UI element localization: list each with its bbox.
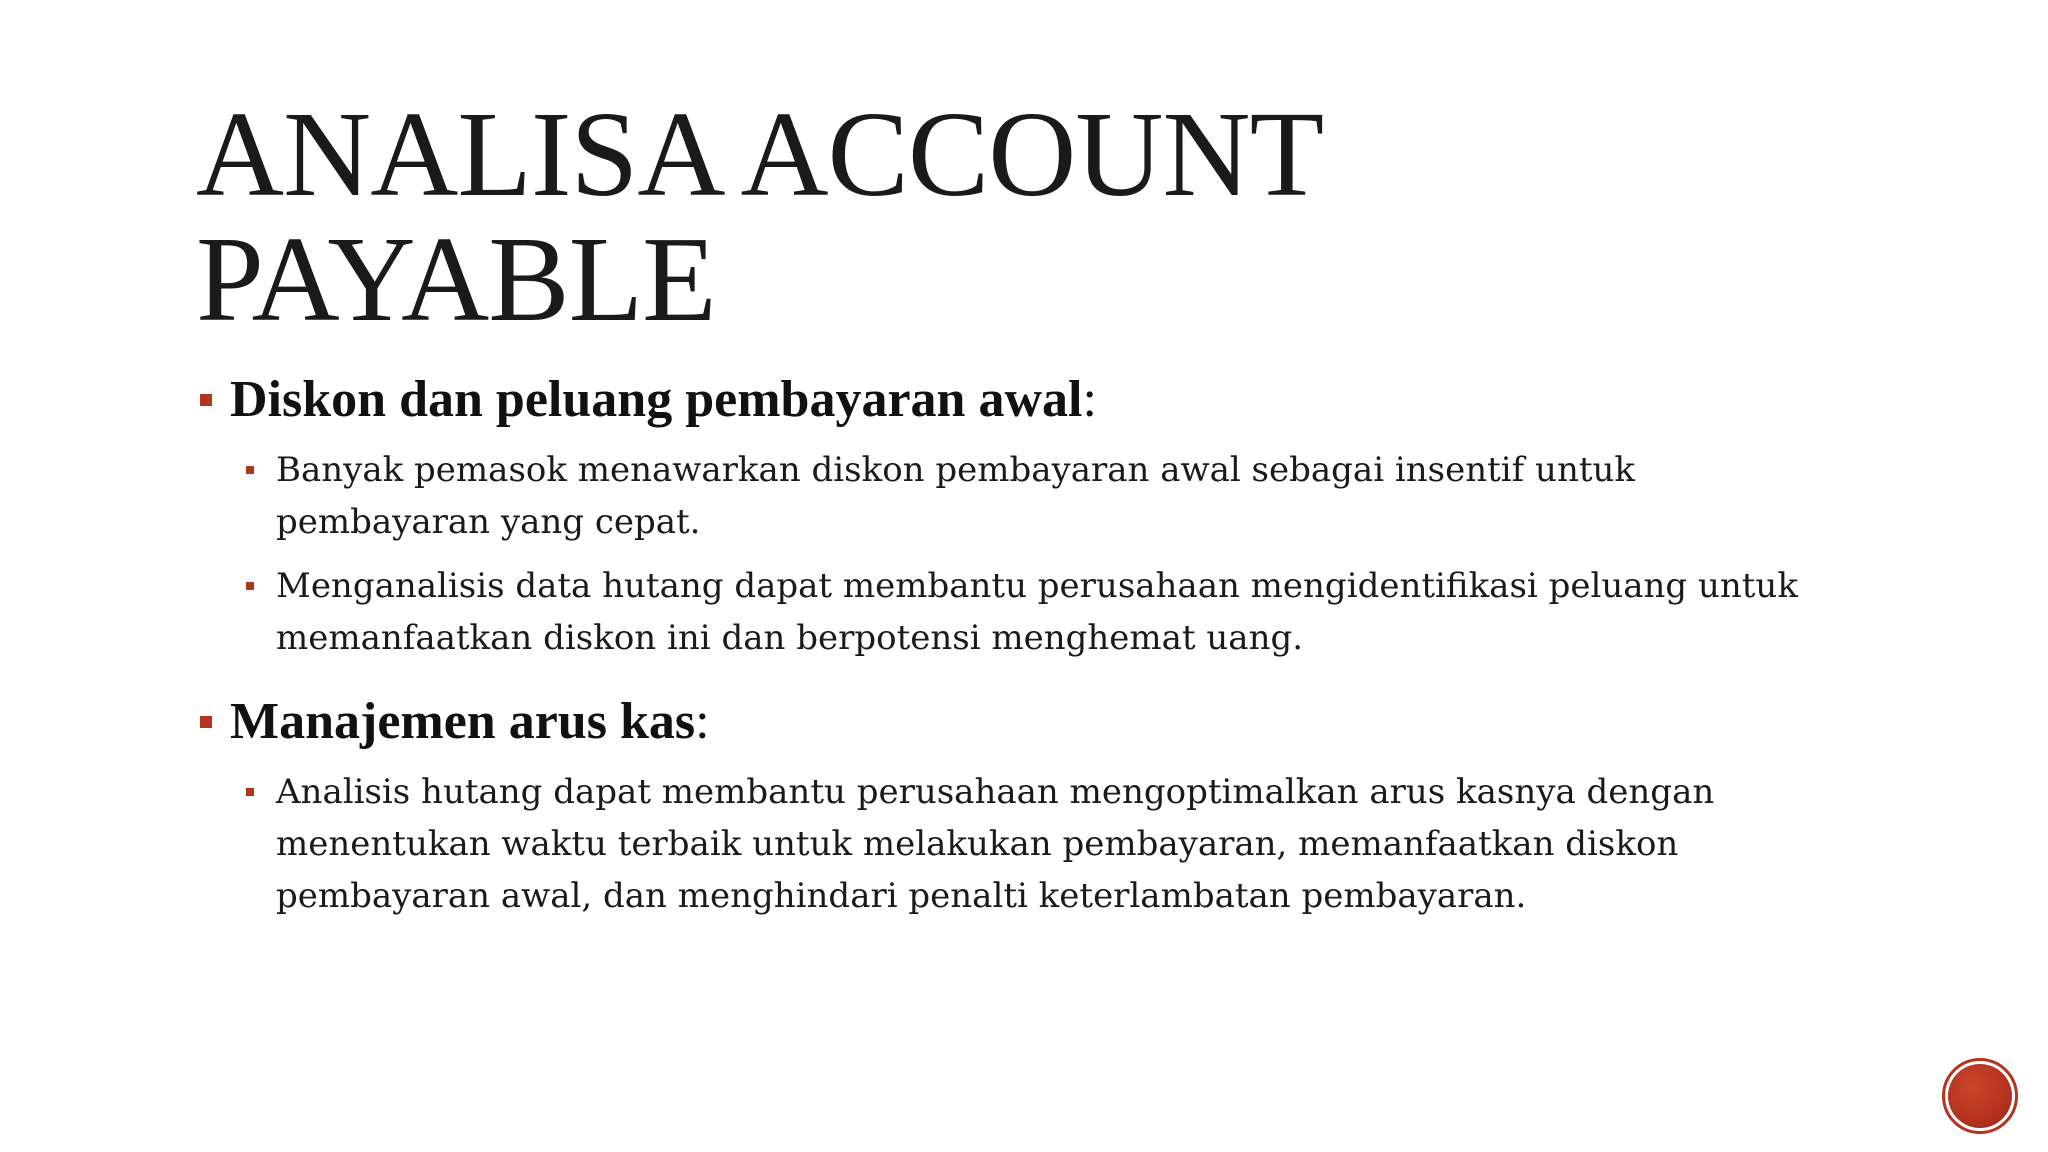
section-heading [200, 690, 1840, 754]
square-bullet-icon [200, 394, 212, 406]
section-heading-text: Manajemen arus kas [230, 693, 696, 750]
section-arus-kas [200, 690, 1840, 922]
sub-bullet-list [200, 444, 1840, 664]
sub-bullet-text: Analisis hutang dapat membantu perusahaan mengoptimalkan arus kasnya dengan menentukan waktu terbaik untuk melakukan pembayaran, memanfaatkan diskon pembayaran awal, dan menghindari penalti keterlambatan pembayaran. [276, 772, 1715, 916]
section-heading [200, 368, 1840, 432]
slide-content [200, 368, 1840, 948]
sub-bullet-list [200, 766, 1840, 922]
sub-bullet-item [246, 766, 1836, 922]
slide-title [196, 87, 1696, 347]
section-diskon [200, 368, 1840, 664]
square-bullet-icon [200, 716, 212, 728]
section-heading-text: Diskon dan peluang pembayaran awal [230, 371, 1083, 428]
sub-bullet-item [246, 444, 1836, 548]
square-bullet-icon [246, 582, 254, 590]
heading-colon: : [1082, 371, 1097, 428]
title-line-2: PAYABLE [196, 212, 716, 347]
square-bullet-icon [246, 466, 254, 474]
circle-navigation-icon[interactable] [1942, 1058, 2018, 1134]
sub-bullet-text: Menganalisis data hutang dapat membantu perusahaan mengidentifikasi peluang untuk memanfaatkan diskon ini dan berpotensi menghemat uang. [276, 566, 1798, 658]
sub-bullet-item [246, 560, 1836, 664]
heading-colon: : [695, 693, 710, 750]
title-line-1: ANALISA ACCOUNT [196, 87, 1324, 222]
circle-navigation-fill [1948, 1064, 2012, 1128]
square-bullet-icon [246, 788, 254, 796]
sub-bullet-text: Banyak pemasok menawarkan diskon pembayaran awal sebagai insentif untuk pembayaran yang cepat. [276, 450, 1636, 542]
